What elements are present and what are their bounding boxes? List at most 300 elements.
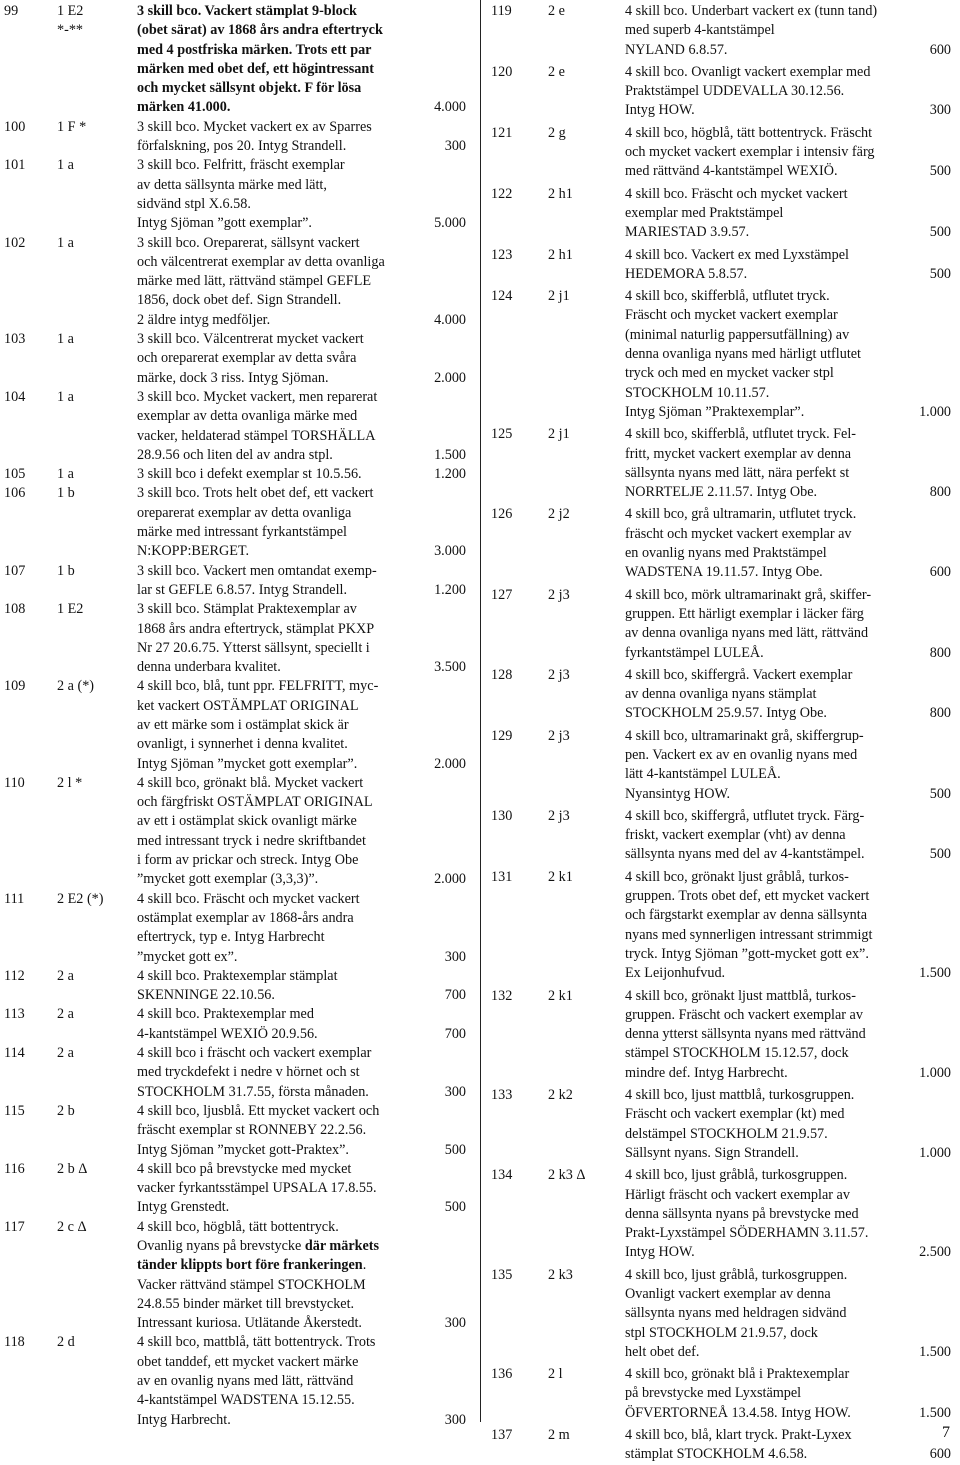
description-line xyxy=(625,906,951,925)
description-text: exemplar med Praktstämpel xyxy=(625,204,784,221)
description-line xyxy=(137,1276,466,1295)
description-line xyxy=(625,685,951,704)
description-line xyxy=(625,162,951,181)
description-line xyxy=(137,1314,466,1333)
description-line xyxy=(625,185,951,204)
description-text: 1868 års andra eftertryck, stämplat PKXP xyxy=(137,620,375,637)
lot-description xyxy=(625,246,951,285)
lot-number: 105 xyxy=(4,466,26,483)
description-text: helt obet def. xyxy=(625,1343,700,1360)
description-line xyxy=(137,311,466,330)
lot-number: 100 xyxy=(4,118,26,135)
description-text: 4 skill bco, högblå, tätt bottentryck. Fräscht xyxy=(625,124,873,141)
description-line xyxy=(625,82,951,101)
lot-entry xyxy=(4,1160,466,1218)
description-line xyxy=(137,1005,466,1024)
description-text: 4-kantstämpel WEXIÖ 20.9.56. xyxy=(137,1025,318,1042)
lot-entry xyxy=(491,1266,951,1362)
lot-description xyxy=(137,1044,466,1102)
lot-entry xyxy=(4,1005,466,1044)
description-line xyxy=(625,1324,951,1343)
description-text: av denna ovanliga nyans med lätt, rättvänd xyxy=(625,625,869,642)
lot-description xyxy=(137,677,466,773)
lot-description xyxy=(625,666,951,724)
description-line xyxy=(137,118,466,137)
description-line xyxy=(625,403,951,422)
lot-grade: 2 j3 xyxy=(548,807,570,824)
description-line xyxy=(625,1445,951,1464)
lot-grade: 2 d xyxy=(57,1334,75,1351)
description-line xyxy=(137,1083,466,1102)
lot-description xyxy=(137,1102,466,1160)
lot-grade: 2 k3 Δ xyxy=(548,1167,586,1184)
description-line xyxy=(137,755,466,774)
lot-price: 2.500 xyxy=(919,1244,951,1261)
description-text: med superb 4-kantstämpel xyxy=(625,22,775,39)
description-text-bold: märken 41.000. xyxy=(137,99,231,116)
description-text: 4 skill bco. Ovanligt vackert exemplar med xyxy=(625,63,871,80)
lot-description xyxy=(625,63,951,121)
lot-number: 127 xyxy=(491,586,513,603)
description-line xyxy=(625,1304,951,1323)
description-line xyxy=(137,1063,466,1082)
description-text: 4 skill bco, skifferblå, utflutet tryck. Fel- xyxy=(625,426,857,443)
lot-number: 123 xyxy=(491,246,513,263)
lot-price: 500 xyxy=(929,785,951,802)
description-text: 3 skill bco. Trots helt obet def, ett vackert xyxy=(137,485,374,502)
lot-price: 1.500 xyxy=(434,446,466,463)
description-text: 4 skill bco i fräscht och vackert exemplar xyxy=(137,1045,372,1062)
description-text: 4 skill bco, grönakt ljust gråblå, turkos- xyxy=(625,868,849,885)
description-text: gruppen. Fräscht och vackert exemplar av xyxy=(625,1006,863,1023)
lot-grade: 2 c Δ xyxy=(57,1218,87,1235)
description-line xyxy=(137,349,466,368)
lot-entry xyxy=(491,425,951,502)
description-text: fräscht exemplar st RONNEBY 22.2.56. xyxy=(137,1122,367,1139)
description-line xyxy=(137,1295,466,1314)
description-line xyxy=(625,1044,951,1063)
description-line xyxy=(137,1411,466,1430)
description-line xyxy=(625,1426,951,1445)
description-text: N:KOPP:BERGET. xyxy=(137,543,250,560)
description-line xyxy=(625,1224,951,1243)
lot-entry xyxy=(491,185,951,243)
description-text: fyrkantstämpel LULEÅ. xyxy=(625,644,764,661)
lot-grade: 2 h1 xyxy=(548,185,573,202)
description-text: och färgfriskt OSTÄMPLAT ORIGINAL xyxy=(137,794,373,811)
lot-description xyxy=(625,2,951,60)
description-text: ovanligt, i synnerhet i denna kvalitet. xyxy=(137,736,348,753)
description-line xyxy=(625,1025,951,1044)
description-line xyxy=(625,666,951,685)
lot-number: 102 xyxy=(4,234,26,251)
description-text: lätt 4-kantstämpel LULEÅ. xyxy=(625,766,781,783)
lot-entry xyxy=(4,465,466,484)
lot-grade: 2 l xyxy=(548,1366,563,1383)
lot-number: 130 xyxy=(491,807,513,824)
description-text: Sällsynt nyans. Sign Strandell. xyxy=(625,1144,799,1161)
description-line xyxy=(137,1160,466,1179)
lot-grade: 2 m xyxy=(548,1427,570,1444)
lot-grade: 2 k3 xyxy=(548,1266,573,1283)
lot-entry xyxy=(4,890,466,967)
description-text: 3 skill bco. Felfritt, fräscht exemplar xyxy=(137,157,345,174)
description-text: märke med lätt, rättvänd stämpel GEFLE xyxy=(137,273,372,290)
lot-grade: 2 k2 xyxy=(548,1087,573,1104)
lot-grade: 2 j3 xyxy=(548,666,570,683)
description-line xyxy=(137,562,466,581)
lot-entry xyxy=(491,246,951,285)
description-line xyxy=(137,465,466,484)
lot-grade: 2 j3 xyxy=(548,727,570,744)
description-line xyxy=(625,1086,951,1105)
description-line xyxy=(625,826,951,845)
description-text: Intyg Grenstedt. xyxy=(137,1199,230,1216)
lot-number: 122 xyxy=(491,185,513,202)
description-text: Fräscht och mycket vackert exemplar xyxy=(625,307,838,324)
description-line xyxy=(137,388,466,407)
lot-entry xyxy=(4,484,466,561)
description-text: av ett i ostämplat skick ovanligt märke xyxy=(137,813,357,830)
description-line xyxy=(625,1166,951,1185)
lot-description xyxy=(137,1160,466,1218)
description-text: 4 skill bco, blå, tunt ppr. FELFRITT, myc- xyxy=(137,678,379,695)
lot-entry xyxy=(4,677,466,773)
lot-price: 1.500 xyxy=(919,1404,951,1421)
description-text: ÖFVERTORNEÅ 13.4.58. Intyg HOW. xyxy=(625,1404,851,1421)
description-text: denna ovanliga nyans med härligt utflutet xyxy=(625,346,861,363)
description-text: och oreparerat exemplar av detta svåra xyxy=(137,350,357,367)
description-text: Intyg HOW. xyxy=(625,102,695,119)
lot-number: 108 xyxy=(4,601,26,618)
description-line xyxy=(137,1237,466,1256)
description-text: och välcentrerat exemplar av detta ovanliga xyxy=(137,253,385,270)
description-text: Ovanligt vackert exemplar av denna xyxy=(625,1286,831,1302)
lot-price: 2.000 xyxy=(434,871,466,888)
lot-entry xyxy=(491,807,951,865)
description-text: ket vackert OSTÄMPLAT ORIGINAL xyxy=(137,697,359,714)
lot-entry xyxy=(491,868,951,984)
description-line xyxy=(137,542,466,561)
description-text: stämplat STOCKHOLM 4.6.58. xyxy=(625,1446,808,1463)
description-line xyxy=(625,1365,951,1384)
description-line xyxy=(137,1391,466,1410)
lot-number: 107 xyxy=(4,562,26,579)
description-line xyxy=(625,101,951,120)
description-text: (minimal naturlig pappersutfällning) av xyxy=(625,326,850,343)
description-text: 4 skill bco, ljust mattblå, turkosgruppen. xyxy=(625,1087,855,1104)
description-text: sällsynta nyans med heldragen sidvänd xyxy=(625,1305,847,1322)
description-line xyxy=(625,143,951,162)
description-text: Nr 27 20.6.75. Ytterst sällsynt, speciellt i xyxy=(137,639,370,656)
description-line xyxy=(137,214,466,233)
lot-entry xyxy=(4,156,466,233)
description-text: ”mycket gott exemplar (3,3,3)”. xyxy=(137,871,319,888)
description-text: ”mycket gott ex”. xyxy=(137,948,238,965)
description-line xyxy=(137,716,466,735)
lot-entry xyxy=(4,1333,466,1429)
description-text: 3 skill bco. Mycket vackert, men reparerat xyxy=(137,388,378,405)
description-line xyxy=(137,1121,466,1140)
description-line xyxy=(137,195,466,214)
description-text: Praktstämpel UDDEVALLA 30.12.56. xyxy=(625,83,845,100)
description-line xyxy=(625,727,951,746)
description-text: 1856, dock obet def. Sign Strandell. xyxy=(137,292,342,309)
description-text: sällsynta nyans med lätt, nära perfekt st xyxy=(625,464,850,481)
description-line xyxy=(625,807,951,826)
description-line xyxy=(137,2,466,21)
lot-price: 300 xyxy=(444,138,466,155)
description-line xyxy=(137,1256,466,1275)
lot-number: 103 xyxy=(4,331,26,348)
lot-description xyxy=(625,425,951,502)
lot-number: 124 xyxy=(491,288,513,305)
description-line xyxy=(625,345,951,364)
description-line xyxy=(625,1125,951,1144)
description-text: med rättvänd 4-kantstämpel WEXIÖ. xyxy=(625,163,838,180)
description-line xyxy=(137,851,466,870)
description-text: 4 skill bco, skiffergrå. Vackert exemplar xyxy=(625,666,853,683)
lot-entry xyxy=(4,562,466,601)
lot-price: 800 xyxy=(929,705,951,722)
description-line xyxy=(137,137,466,156)
lot-price: 300 xyxy=(444,1411,466,1428)
description-line xyxy=(625,483,951,502)
description-line xyxy=(625,624,951,643)
description-line xyxy=(137,677,466,696)
lot-entry xyxy=(491,1426,951,1465)
left-column xyxy=(4,2,466,1430)
description-text: av en ovanlig nyans med lätt, rättvänd xyxy=(137,1373,354,1390)
description-line xyxy=(137,79,466,98)
lot-grade: 2 E2 (*) xyxy=(57,890,104,907)
description-text: 4 skill bco, skifferblå, utflutet tryck. xyxy=(625,288,830,305)
description-line xyxy=(625,586,951,605)
lot-description xyxy=(137,562,466,601)
description-text: 4 skill bco, grå ultramarin, utflutet tryck. xyxy=(625,506,857,523)
description-line xyxy=(625,1205,951,1224)
description-line xyxy=(625,364,951,383)
description-text: 3 skill bco. Vackert men omtandat exemp- xyxy=(137,562,377,579)
lot-entry xyxy=(4,234,466,330)
description-text: lar st GEFLE 6.8.57. Intyg Strandell. xyxy=(137,581,348,598)
description-line xyxy=(625,464,951,483)
lot-price: 800 xyxy=(929,644,951,661)
lot-price: 4.000 xyxy=(434,99,466,116)
description-text: 4 skill bco, skiffergrå, utflutet tryck. Färg- xyxy=(625,807,865,824)
description-text: vacker, heldaterad stämpel TORSHÄLLA xyxy=(137,427,376,444)
description-text: . xyxy=(362,1257,367,1274)
description-text: 4 skill bco, mörk ultramarinakt grå, skiffer- xyxy=(625,586,872,603)
description-text: 4 skill bco. Fräscht och mycket vackert xyxy=(137,890,360,907)
lot-price: 500 xyxy=(444,1141,466,1158)
lot-price: 4.000 xyxy=(434,311,466,328)
description-line xyxy=(625,1343,951,1362)
description-line xyxy=(137,909,466,928)
description-text: Fräscht och vackert exemplar (kt) med xyxy=(625,1106,845,1123)
lot-description xyxy=(625,1426,951,1465)
description-line xyxy=(137,1179,466,1198)
lot-description xyxy=(137,484,466,561)
lot-number: 118 xyxy=(4,1334,25,1351)
lot-description xyxy=(625,727,951,804)
lot-price: 3.000 xyxy=(434,543,466,560)
description-line xyxy=(137,870,466,889)
description-text: och färgstarkt exemplar av denna sällsynta xyxy=(625,907,868,924)
lot-entry xyxy=(491,586,951,663)
lot-price: 1.200 xyxy=(434,581,466,598)
lot-price: 2.000 xyxy=(434,755,466,772)
description-line xyxy=(625,21,951,40)
lot-entry xyxy=(4,600,466,677)
description-text: 4 skill bco, ljusblå. Ett mycket vackert och xyxy=(137,1102,380,1119)
description-line xyxy=(625,926,951,945)
description-text: 4 skill bco, ljust gråblå, turkosgruppen. xyxy=(625,1167,848,1184)
lot-number: 121 xyxy=(491,124,513,141)
description-text: fräscht och mycket vackert exemplar av xyxy=(625,525,852,542)
lot-price: 500 xyxy=(929,224,951,241)
description-text: denna ytterst sällsynta nyans med rättvänd xyxy=(625,1026,866,1043)
description-text: nyans med synnerligen intressant strimmigt xyxy=(625,926,873,943)
description-line xyxy=(137,98,466,117)
description-text: förfalskning, pos 20. Intyg Strandell. xyxy=(137,138,347,155)
lot-grade: 1 a xyxy=(57,234,74,251)
lot-entry xyxy=(4,774,466,890)
description-line xyxy=(137,581,466,600)
description-line xyxy=(137,446,466,465)
description-text: av denna ovanliga nyans stämplat xyxy=(625,686,817,703)
description-line xyxy=(137,1353,466,1372)
description-text: STOCKHOLM 31.7.55, första månaden. xyxy=(137,1083,369,1100)
lot-price: 700 xyxy=(444,987,466,1004)
description-line xyxy=(137,41,466,60)
description-text: sällsynta nyans med del av 4-kantstämpel. xyxy=(625,846,865,863)
description-line xyxy=(625,765,951,784)
description-text: 4 skill bco, grönakt ljust mattblå, turkos- xyxy=(625,987,856,1004)
description-text: en ovanlig nyans med Praktstämpel xyxy=(625,545,827,562)
description-text-bold: med 4 postfriska märken. Trots ett par xyxy=(137,41,372,58)
lot-entry xyxy=(491,1365,951,1423)
description-line xyxy=(137,407,466,426)
description-text: Intyg Harbrecht. xyxy=(137,1411,231,1428)
lot-entry xyxy=(491,1086,951,1163)
description-line xyxy=(625,1105,951,1124)
lot-price: 600 xyxy=(929,1446,951,1463)
description-text: stpl STOCKHOLM 21.9.57, dock xyxy=(625,1324,818,1341)
description-line xyxy=(137,272,466,291)
description-line xyxy=(137,600,466,619)
description-text: Vacker rättvänd stämpel STOCKHOLM xyxy=(137,1276,366,1293)
description-line xyxy=(625,1064,951,1083)
description-text: obet tanddef, ett mycket vackert märke xyxy=(137,1353,359,1370)
lot-grade: 2 j1 xyxy=(548,426,570,443)
lot-description xyxy=(137,967,466,1006)
description-line xyxy=(625,704,951,723)
lot-entry xyxy=(491,1166,951,1262)
description-line xyxy=(137,1044,466,1063)
description-text: 4 skill bco, blå, klart tryck. Prakt-Lyxex xyxy=(625,1427,852,1444)
description-text-bold: och mycket sällsynt objekt. F för lösa xyxy=(137,80,362,97)
lot-price: 1.000 xyxy=(919,1144,951,1161)
description-text: vacker fyrkantsstämpel UPSALA 17.8.55. xyxy=(137,1180,377,1197)
lot-description xyxy=(137,2,466,118)
description-line xyxy=(137,812,466,831)
description-text: Ex Leijonhufvud. xyxy=(625,965,726,982)
lot-grade: 1 E2 *-** xyxy=(57,3,84,39)
description-line xyxy=(625,644,951,663)
lot-grade: 2 l * xyxy=(57,774,83,791)
description-text: 4 skill bco på brevstycke med mycket xyxy=(137,1160,352,1177)
description-line xyxy=(137,427,466,446)
lot-entry xyxy=(491,666,951,724)
description-line xyxy=(625,845,951,864)
description-text: 4 skill bco. Fräscht och mycket vackert xyxy=(625,185,848,202)
description-line xyxy=(625,505,951,524)
lot-entry xyxy=(4,1102,466,1160)
lot-grade: 2 k1 xyxy=(548,868,573,885)
description-text: Prakt-Lyxstämpel SÖDERHAMN 3.11.57. xyxy=(625,1225,869,1242)
lot-price: 300 xyxy=(444,1083,466,1100)
description-line xyxy=(137,735,466,754)
description-line xyxy=(137,21,466,40)
description-text: Intyg Sjöman ”Praktexemplar”. xyxy=(625,403,805,420)
description-text: med intressant tryck i nedre skriftbandet xyxy=(137,832,366,849)
lot-number: 116 xyxy=(4,1160,25,1177)
lot-grade: 2 j1 xyxy=(548,288,570,305)
lot-description xyxy=(137,156,466,233)
lot-entry xyxy=(4,388,466,465)
description-text: ostämplat exemplar av 1868-års andra xyxy=(137,909,354,926)
description-text: NYLAND 6.8.57. xyxy=(625,41,728,58)
lot-description xyxy=(625,287,951,422)
description-text: gruppen. Trots obet def, ett mycket vackert xyxy=(625,888,870,905)
description-text: 4 skill bco, grönakt blå. Mycket vackert xyxy=(137,774,364,791)
description-line xyxy=(625,63,951,82)
description-line xyxy=(137,484,466,503)
description-text: märke, dock 3 riss. Intyg Sjöman. xyxy=(137,369,329,386)
description-line xyxy=(625,544,951,563)
lot-grade: 1 a xyxy=(57,388,74,405)
lot-price: 5.000 xyxy=(434,215,466,232)
description-text: Nyansintyg HOW. xyxy=(625,785,731,802)
lot-number: 112 xyxy=(4,967,25,984)
description-line xyxy=(137,291,466,310)
description-line xyxy=(625,204,951,223)
description-text-bold: märken med obet def, ett högintressant xyxy=(137,60,374,77)
description-line xyxy=(137,523,466,542)
description-text: Intyg Sjöman ”mycket gott exemplar”. xyxy=(137,755,358,772)
lot-price: 300 xyxy=(929,102,951,119)
lot-number: 136 xyxy=(491,1366,513,1383)
lot-grade: 2 e xyxy=(548,63,565,80)
description-text: 4 skill bco, högblå, tätt bottentryck. xyxy=(137,1218,339,1235)
description-text: WADSTENA 19.11.57. Intyg Obe. xyxy=(625,564,823,581)
description-line xyxy=(625,1285,951,1304)
description-line xyxy=(625,287,951,306)
description-line xyxy=(137,658,466,677)
lot-grade: 1 F * xyxy=(57,118,87,135)
description-text: 24.8.55 binder märket till brevstycket. xyxy=(137,1295,355,1312)
lot-number: 106 xyxy=(4,485,26,502)
description-line xyxy=(625,1186,951,1205)
lot-price: 1.000 xyxy=(919,403,951,420)
description-text: oreparerat exemplar av detta ovanliga xyxy=(137,504,352,521)
right-column xyxy=(491,2,951,1465)
lot-description xyxy=(625,1166,951,1262)
lot-grade: 2 j2 xyxy=(548,506,570,523)
description-text: 3 skill bco. Välcentrerat mycket vackert xyxy=(137,331,364,348)
description-text: 3 skill bco i defekt exemplar st 10.5.56. xyxy=(137,466,362,483)
